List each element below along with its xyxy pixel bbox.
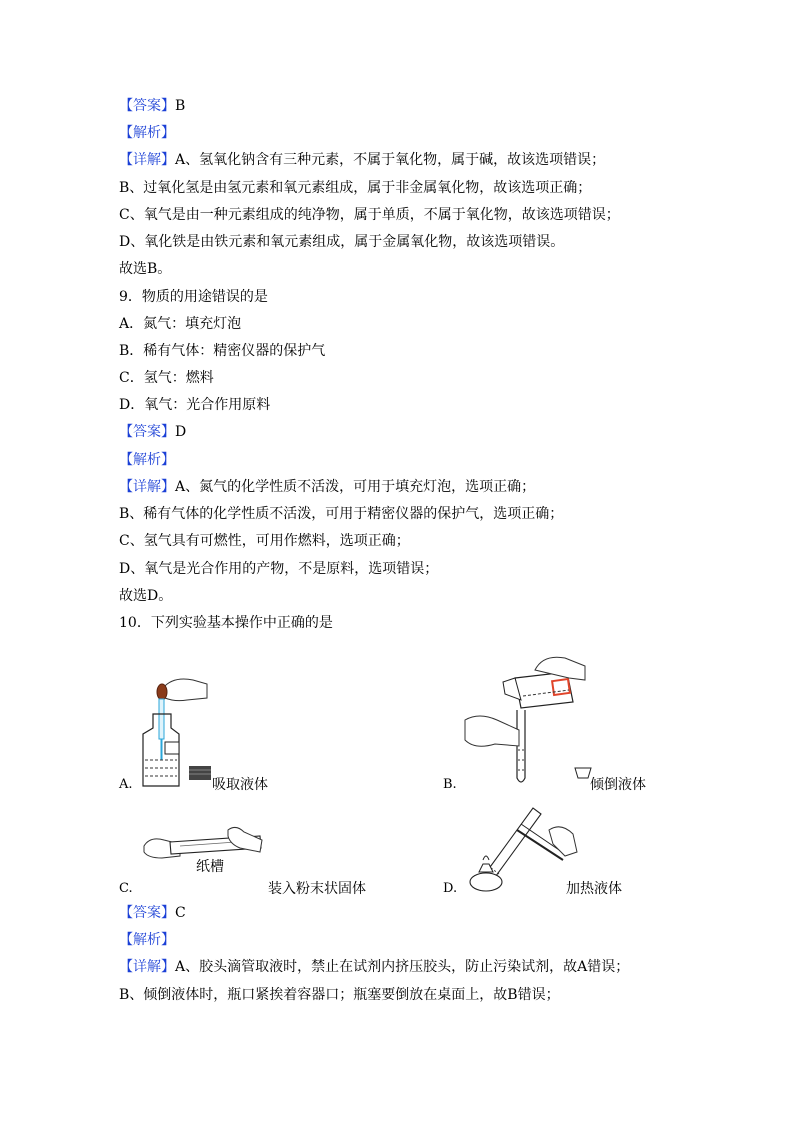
q9-detail-line: D、氧气是光合作用的产物，不是原料，选项错误； xyxy=(119,561,439,577)
answer-tag: 【答案】 xyxy=(119,98,175,114)
figure-b-pouring xyxy=(435,650,625,790)
detail-text: A、胶头滴管取液时，禁止在试剂内挤压胶头，防止污染试剂，故A错误； xyxy=(175,959,630,975)
q10-option-a-label: A. xyxy=(119,777,133,792)
q10-answer xyxy=(119,903,186,923)
detail-tag: 【详解】 xyxy=(119,959,175,975)
q9-detail-line xyxy=(119,477,535,497)
q10-option-c-label: C. xyxy=(119,881,133,896)
answer-value: B xyxy=(175,98,186,114)
q10-option-c-caption: 装入粉末状固体 xyxy=(268,881,366,897)
q9-option-d: D．氧气：光合作用原料 xyxy=(119,397,271,413)
q9-stem: 9．物质的用途错误的是 xyxy=(119,289,268,305)
q8-detail-line xyxy=(119,150,605,170)
detail-text: A、氢氧化钠含有三种元素，不属于氧化物，属于碱，故该选项错误； xyxy=(175,152,606,168)
q10-detail-line xyxy=(119,957,629,977)
detail-tag: 【详解】 xyxy=(119,152,175,168)
q9-option-c: C．氢气：燃料 xyxy=(119,370,214,386)
q10-option-b-caption: 倾倒液体 xyxy=(590,777,646,793)
answer-value: D xyxy=(175,424,187,440)
q10-option-d-caption: 加热液体 xyxy=(566,881,622,897)
q10-detail-line: B、倾倒液体时，瓶口紧挨着容器口；瓶塞要倒放在桌面上，故B错误； xyxy=(119,987,560,1003)
q10-option-a-caption: 吸取液体 xyxy=(212,777,268,793)
q8-detail-line: B、过氧化氢是由氢元素和氧元素组成，属于非金属氧化物，故该选项正确； xyxy=(119,180,592,196)
q9-analysis-tag: 【解析】 xyxy=(119,452,175,468)
q8-analysis-tag: 【解析】 xyxy=(119,125,175,141)
q10-analysis-tag: 【解析】 xyxy=(119,932,175,948)
q9-conclusion: 故选D。 xyxy=(119,588,173,604)
q9-detail-line: C、氢气具有可燃性，可用作燃料，选项正确； xyxy=(119,533,410,549)
detail-text: A、氮气的化学性质不活泼，可用于填充灯泡，选项正确； xyxy=(175,479,536,495)
q8-answer xyxy=(119,96,185,116)
q8-detail-line: D、氧化铁是由铁元素和氧元素组成，属于金属氧化物，故该选项错误。 xyxy=(119,234,565,250)
q10-stem: 10．下列实验基本操作中正确的是 xyxy=(119,615,333,631)
q10-option-b-label: B. xyxy=(443,777,457,792)
q9-option-a: A．氮气：填充灯泡 xyxy=(119,316,242,332)
answer-value: C xyxy=(175,905,186,921)
answer-tag: 【答案】 xyxy=(119,424,175,440)
q9-answer xyxy=(119,422,186,442)
q10-option-d-label: D. xyxy=(443,881,458,896)
q8-detail-line: C、氧气是由一种元素组成的纯净物，属于单质，不属于氧化物，故该选项错误； xyxy=(119,207,620,223)
answer-tag: 【答案】 xyxy=(119,905,175,921)
figure-a-dropper xyxy=(135,668,215,790)
q8-conclusion: 故选B。 xyxy=(119,261,172,277)
detail-tag: 【详解】 xyxy=(119,479,175,495)
q9-option-b: B．稀有气体：精密仪器的保护气 xyxy=(119,343,326,359)
q10-option-c-inner-label: 纸槽 xyxy=(196,859,224,875)
q9-detail-line: B、稀有气体的化学性质不活泼，可用于精密仪器的保护气，选项正确； xyxy=(119,506,564,522)
